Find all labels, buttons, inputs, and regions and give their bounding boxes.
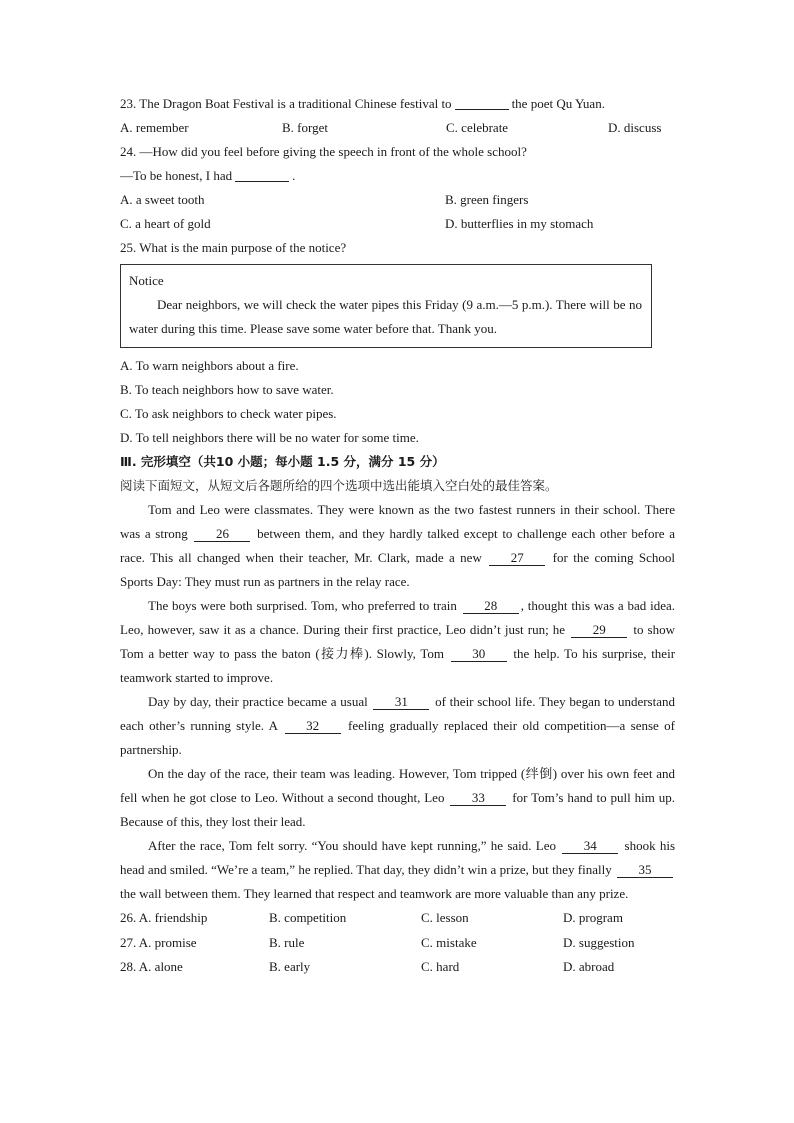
answer-row-27 <box>120 931 675 956</box>
answer-row-26 <box>120 906 675 931</box>
passage-text: Tom and Leo were classmates. They were known as the two fastest runners in their school. There was a strong <box>120 502 675 541</box>
option-b: B. rule <box>269 934 305 950</box>
notice-body: Dear neighbors, we will check the water pipes this Friday (9 a.m.—5 p.m.). There will be no water during this time. Please save some water before that. Thank you. <box>129 297 642 336</box>
notice-title: Notice <box>129 273 164 288</box>
passage-text: the wall between them. They learned that respect and teamwork are more valuable than any prize. <box>120 886 629 901</box>
passage-paragraph-1 <box>120 498 675 594</box>
option-c: C. mistake <box>421 934 477 950</box>
cloze-blank-27: 27 <box>489 551 545 566</box>
question-24-stem: 24. —How did you feel before giving the speech in front of the whole school? <box>120 144 527 159</box>
answer-row-28 <box>120 955 675 980</box>
option-c: C. hard <box>421 959 460 974</box>
section-heading: Ⅲ. 完形填空（共10 小题；每小题 1.5 分，满分 15 分） <box>120 454 445 469</box>
passage-text: to show Tom a better way to pass the baton (接力棒). Slowly, Tom <box>120 622 676 661</box>
passage-paragraph-4 <box>120 762 675 834</box>
option-a: A. remember <box>120 120 189 135</box>
option-d: D. discuss <box>608 120 662 135</box>
option-d: D. suggestion <box>563 934 635 950</box>
question-23-stem: 23. The Dragon Boat Festival is a traditional Chinese festival to <box>120 96 452 111</box>
question-24-options <box>120 188 675 236</box>
option-d: D. program <box>563 910 623 925</box>
cloze-blank-34: 34 <box>562 839 618 854</box>
question-23-options <box>120 116 675 140</box>
passage-text: , thought this was a bad idea. Leo, however, saw it as a chance. During their first practice, Leo didn’t just run; he <box>120 598 675 637</box>
cloze-blank-26: 26 <box>194 527 250 542</box>
option-c: C. lesson <box>421 910 469 925</box>
passage-text: for Tom’s hand to pull him up. Because of this, they lost their lead. <box>120 790 676 829</box>
cloze-blank-32: 32 <box>285 719 341 734</box>
option-a: 27. A. promise <box>120 934 197 950</box>
cloze-blank-29: 29 <box>571 623 627 638</box>
option-a: A. To warn neighbors about a fire. <box>120 358 299 373</box>
cloze-blank-35: 35 <box>617 863 673 878</box>
question-25-stem: 25. What is the main purpose of the notice? <box>120 240 347 255</box>
cloze-blank-33: 33 <box>450 791 506 806</box>
answer-blank <box>235 167 289 182</box>
option-d: D. abroad <box>563 959 615 974</box>
passage-text: shook his head and smiled. “We’re a team,” he replied. That day, they didn’t win a prize, but they finally <box>120 838 676 877</box>
passage-text: for the coming School Sports Day: They must run as partners in the relay race. <box>120 550 676 589</box>
passage-text: On the day of the race, their team was leading. However, Tom tripped (绊倒) over his own feet and fell when he got close to Leo. Without a second thought, Leo <box>120 766 675 805</box>
question-24-reply <box>120 164 675 188</box>
section-instruction: 阅读下面短文，从短文后各题所给的四个选项中选出能填入空白处的最佳答案。 <box>120 478 558 493</box>
question-24-reply-end: . <box>292 168 296 183</box>
option-a: 28. A. alone <box>120 959 183 974</box>
option-c: C. To ask neighbors to check water pipes. <box>120 406 337 421</box>
exam-page <box>120 92 675 980</box>
option-a: 26. A. friendship <box>120 910 208 925</box>
option-c: C. celebrate <box>446 120 509 135</box>
option-a: A. a sweet tooth <box>120 192 205 207</box>
answer-blank <box>455 95 509 110</box>
option-b: B. competition <box>269 910 347 925</box>
option-d: D. butterflies in my stomach <box>445 216 594 231</box>
question-23-stem-end: the poet Qu Yuan. <box>511 96 605 111</box>
option-b: B. To teach neighbors how to save water. <box>120 382 334 397</box>
notice-box <box>120 264 652 348</box>
option-c: C. a heart of gold <box>120 216 211 231</box>
passage-text: Day by day, their practice became a usual <box>148 694 368 709</box>
option-b: B. early <box>269 959 311 974</box>
cloze-blank-30: 30 <box>451 647 507 662</box>
question-24-reply-text: —To be honest, I had <box>120 168 233 183</box>
question-23 <box>120 92 675 116</box>
passage-paragraph-5 <box>120 834 675 906</box>
passage-text: After the race, Tom felt sorry. “You should have kept running,” he said. Leo <box>148 838 556 853</box>
option-b: B. green fingers <box>445 192 529 207</box>
cloze-blank-28: 28 <box>463 599 519 614</box>
option-b: B. forget <box>282 120 328 135</box>
passage-text: feeling gradually replaced their old competition—a sense of partnership. <box>120 718 676 757</box>
passage-text: between them, and they hardly talked except to challenge each other before a race. This all changed when their teacher, Mr. Clark, made a new <box>120 526 675 565</box>
passage-text: of their school life. They began to understand each other’s running style. A <box>120 694 675 733</box>
passage-text: the help. To his surprise, their teamwork started to improve. <box>120 646 676 685</box>
option-d: D. To tell neighbors there will be no water for some time. <box>120 430 419 445</box>
passage-text: The boys were both surprised. Tom, who preferred to train <box>148 598 457 613</box>
cloze-blank-31: 31 <box>373 695 429 710</box>
passage-paragraph-3 <box>120 690 675 762</box>
passage-paragraph-2 <box>120 594 675 690</box>
